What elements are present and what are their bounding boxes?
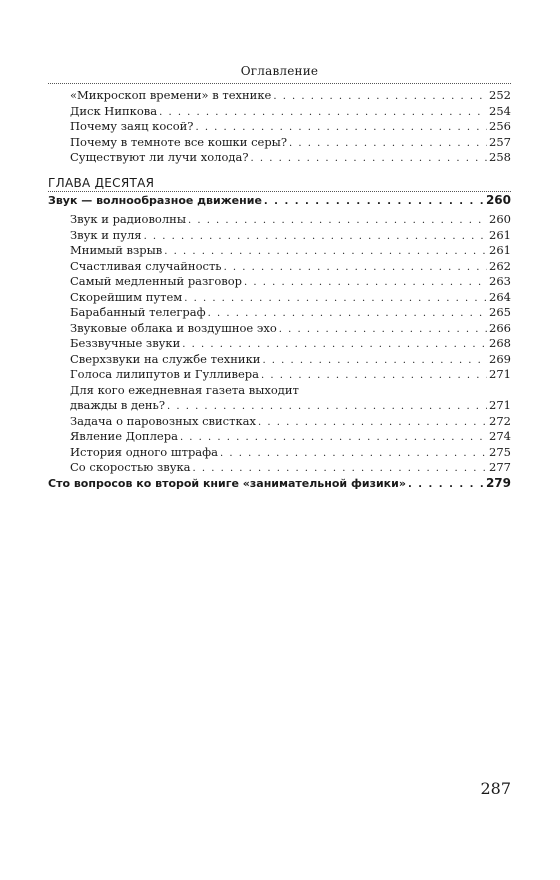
toc-entry — [48, 150, 511, 166]
leader-dots — [408, 477, 484, 493]
table-of-contents — [48, 88, 511, 491]
toc-entry-page: 271 — [489, 367, 511, 381]
toc-entry-page: 263 — [489, 274, 511, 288]
toc-entry-title: Звук и радиоволны — [70, 212, 186, 226]
toc-entry-title: История одного штрафа — [70, 444, 219, 459]
toc-entry-title: Звуковые облака и воздушное эхо — [70, 320, 277, 335]
final-entry-title: Сто вопросов ко второй книге «занимательной физики» — [48, 476, 406, 490]
final-entry — [48, 476, 511, 492]
toc-entry-title: Звук и пуля — [70, 227, 142, 242]
toc-entry-title: Явление Доплера — [70, 429, 178, 443]
chapter-entries — [48, 212, 511, 383]
toc-entry-page: 260 — [489, 212, 511, 226]
leader-dots — [220, 446, 487, 462]
toc-entry-page: 257 — [489, 134, 511, 149]
leader-dots — [261, 368, 487, 384]
toc-entry-page: 266 — [489, 320, 511, 335]
leader-dots — [279, 322, 487, 338]
leader-dots — [251, 151, 488, 167]
leader-dots — [180, 430, 487, 446]
toc-entry-page: 268 — [489, 336, 511, 350]
toc-entry-page: 265 — [489, 305, 511, 319]
toc-entry-title: Со скоростью звука — [70, 460, 191, 474]
leader-dots — [182, 337, 487, 353]
toc-entry-title: Мнимый взрыв — [70, 243, 163, 257]
toc-entry-page: 272 — [489, 413, 511, 428]
toc-entry — [48, 104, 511, 120]
toc-entry-title: Скорейшим путем — [70, 289, 183, 304]
leader-dots — [167, 399, 487, 415]
toc-entry-title: Барабанный телеграф — [70, 305, 206, 319]
toc-entry — [48, 135, 511, 151]
leader-dots — [184, 291, 487, 307]
toc-entry-page: 275 — [489, 444, 511, 459]
leader-dots — [264, 194, 484, 210]
running-head: Оглавление — [240, 64, 319, 78]
toc-entry-title: Самый медленный разговор — [70, 274, 243, 288]
toc-entry-page: 277 — [489, 460, 511, 474]
toc-entry — [48, 445, 511, 461]
section-page: 260 — [485, 192, 511, 207]
chapter-rule — [48, 191, 511, 192]
toc-entry — [48, 119, 511, 135]
toc-entry-title: Существуют ли лучи холода? — [70, 150, 249, 164]
toc-entry — [48, 259, 511, 275]
section-entry — [48, 193, 511, 209]
leader-dots — [193, 461, 488, 477]
toc-entry — [48, 212, 511, 228]
toc-entry-title: Для кого ежедневная газета выходит — [70, 382, 299, 397]
chapter-entries-after — [48, 414, 511, 476]
toc-entry — [48, 321, 511, 337]
toc-entry-page: 271 — [489, 398, 511, 412]
toc-entry-title: Задача о паровозных свистках — [70, 413, 256, 428]
final-entry-page: 279 — [485, 475, 511, 490]
leader-dots — [224, 260, 487, 276]
leader-dots — [258, 415, 487, 431]
header-rule — [48, 83, 511, 84]
toc-entry-title: Счастливая случайность — [70, 258, 222, 273]
toc-entry-page: 264 — [489, 289, 511, 304]
toc-entry-wrapped-line2 — [48, 398, 511, 414]
toc-entry-title: «Микроскоп времени» в технике — [70, 88, 272, 102]
toc-entry — [48, 429, 511, 445]
toc-entry-title: Голоса лилипутов и Гулливера — [70, 367, 259, 381]
previous-chapter-entries — [48, 88, 511, 166]
leader-dots — [195, 120, 487, 136]
toc-entry-page: 261 — [489, 243, 511, 257]
toc-entry — [48, 290, 511, 306]
toc-entry — [48, 367, 511, 383]
toc-entry — [48, 228, 511, 244]
chapter-heading: ГЛАВА ДЕСЯТАЯ — [48, 175, 155, 190]
toc-entry-page: 256 — [489, 119, 511, 133]
toc-entry — [48, 88, 511, 104]
toc-entry-page: 252 — [489, 88, 511, 102]
leader-dots — [144, 229, 487, 245]
toc-entry — [48, 414, 511, 430]
leader-dots — [164, 244, 487, 260]
toc-entry-title: Почему в темноте все кошки серы? — [70, 134, 287, 149]
toc-entry — [48, 460, 511, 476]
toc-entry — [48, 274, 511, 290]
toc-entry-page: 274 — [489, 429, 511, 443]
leader-dots — [273, 89, 487, 105]
toc-entry-page: 254 — [489, 103, 511, 118]
toc-entry-wrapped-line1 — [48, 383, 511, 399]
toc-entry-title: Почему заяц косой? — [70, 119, 194, 133]
toc-entry-title: Диск Нипкова — [70, 103, 158, 118]
toc-entry-title: Сверхзвуки на службе техники — [70, 351, 261, 366]
leader-dots — [244, 275, 487, 291]
leader-dots — [262, 353, 487, 369]
toc-entry-title: Беззвучные звуки — [70, 336, 181, 350]
leader-dots — [208, 306, 487, 322]
toc-entry — [48, 305, 511, 321]
page-number: 287 — [480, 779, 511, 798]
toc-entry — [48, 336, 511, 352]
toc-entry-page: 258 — [489, 150, 511, 164]
toc-entry-page: 262 — [489, 258, 511, 273]
toc-entry — [48, 352, 511, 368]
toc-entry-page: 261 — [489, 227, 511, 242]
leader-dots — [159, 105, 487, 121]
leader-dots — [289, 136, 487, 152]
toc-entry-page: 269 — [489, 351, 511, 366]
toc-entry-title: дважды в день? — [70, 398, 165, 412]
section-title: Звук — волнообразное движение — [48, 193, 262, 207]
toc-entry — [48, 243, 511, 259]
leader-dots — [188, 213, 487, 229]
